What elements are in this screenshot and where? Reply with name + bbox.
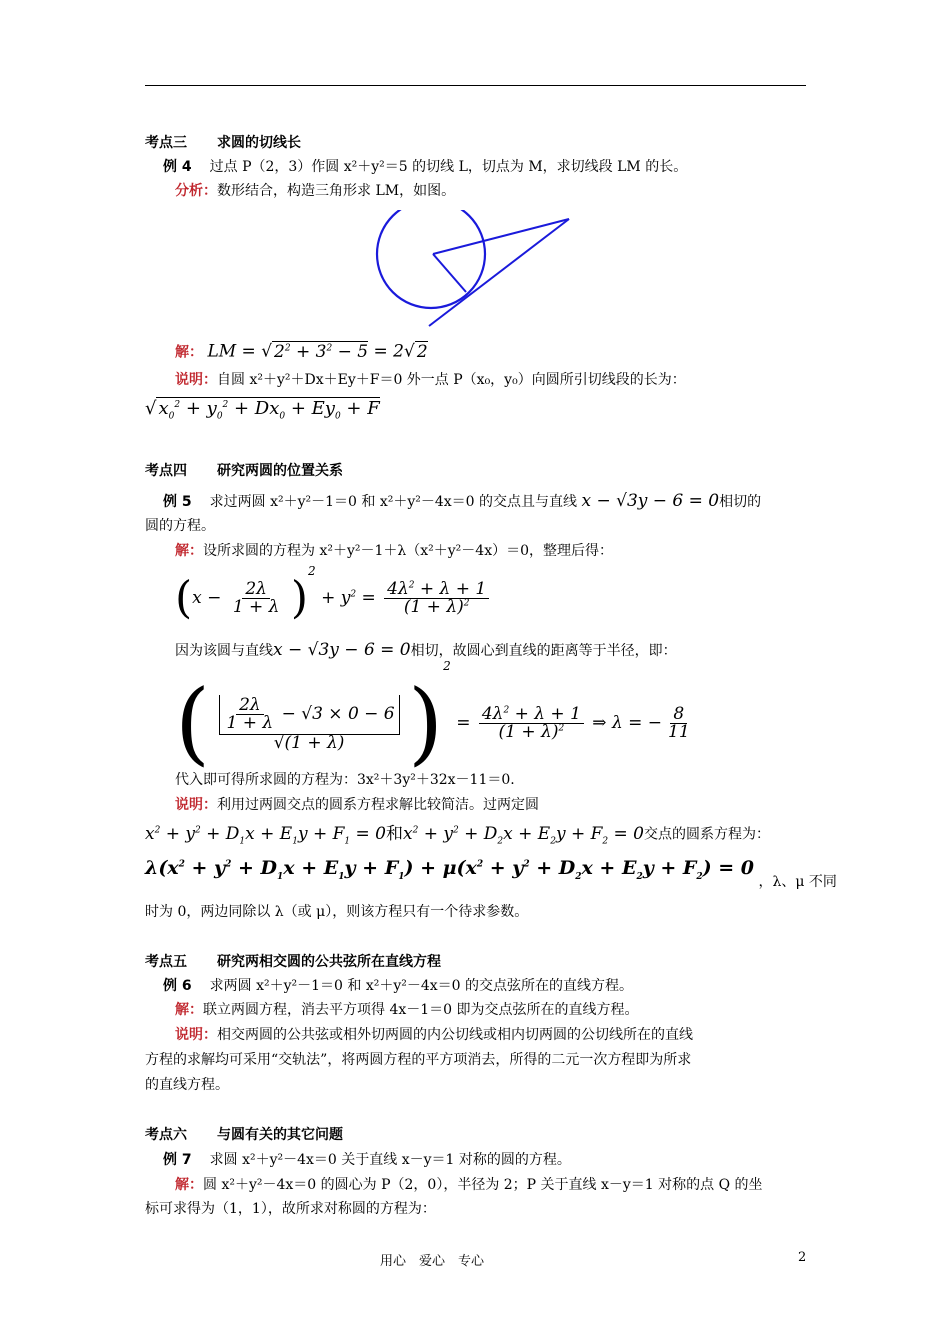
two-circles-equations: $x^2 + y^2 + D_1x + E_1y + F_1 = 0$和$x^2 + y^2 + D_2x + E_2y + F_2 = 0$交点的圆系方程为： bbox=[145, 823, 770, 847]
line-center-to-m bbox=[433, 254, 466, 292]
note-5-end: 时为 0，两边同除以 λ（或 μ），则该方程只有一个待求参数。 bbox=[145, 904, 529, 920]
solution-7-cont: 标可求得为（1，1），故所求对称圆的方程为： bbox=[145, 1201, 436, 1217]
note-5: 说明：利用过两圆交点的圆系方程求解比较简洁。过两定圆 bbox=[175, 797, 539, 813]
note-6-line-1: 说明：相交两圆的公共弦或相外切两圆的内公切线或相内切两圆的公切线所在的直线 bbox=[175, 1027, 693, 1043]
example-7: 例 7 求圆 x²＋y²－4x＝0 关于直线 x－y＝1 对称的圆的方程。 bbox=[163, 1152, 571, 1168]
example-5: 例 5 求过两圆 x²＋y²－1＝0 和 x²＋y²－4x＝0 的交点且与直线 x − √3y − 6 = 0相切的 bbox=[163, 491, 762, 511]
solution-7: 解：圆 x²＋y²－4x＝0 的圆心为 P（2，0），半径为 2；P 关于直线 x－y＝1 对称的点 Q 的坐 bbox=[175, 1177, 763, 1193]
example-6: 例 6 求两圆 x²＋y²－1＝0 和 x²＋y²－4x＝0 的交点弦所在的直线方程。 bbox=[163, 978, 634, 994]
header-rule bbox=[145, 85, 806, 86]
section-6-heading: 考点六 与圆有关的其它问题 bbox=[145, 1127, 343, 1143]
solution-4: 解： LM = √ $2^2 + 3^2 - 5 = 2√$ 2 bbox=[175, 341, 428, 362]
equation-2: ( $\frac{2\lambda}{1 + \lambda}$ − √3 × 0 − 6 √(1 + λ) )$^2$ = $\frac{4\lambda^2 + \lambda + 1}{(1 + \lambda)^2}$ ⇒ λ = − $\frac{8}{11}$ bbox=[175, 659, 690, 776]
result-5: 代入即可得所求圆的方程为：3x²＋3y²＋32x－11＝0. bbox=[175, 772, 515, 788]
section-3-heading: 考点三 求圆的切线长 bbox=[145, 135, 301, 151]
solution-5: 解：设所求圆的方程为 x²＋y²－1＋λ（x²＋y²－4x）＝0，整理后得： bbox=[175, 543, 613, 559]
circle-family-equation: $\lambda(x^2 + y^2 + D_1x + E_1y + F_1) + \mu(x^2 + y^2 + D_2x + E_2y + F_2) = 0$ ，λ、μ 不同 bbox=[145, 857, 837, 891]
tangent-figure bbox=[375, 210, 580, 335]
section-5-heading: 考点五 研究两相交圆的公共弦所在直线方程 bbox=[145, 954, 441, 970]
line-center-to-p bbox=[433, 219, 569, 254]
section-4-heading: 考点四 研究两圆的位置关系 bbox=[145, 463, 343, 479]
circle-shape bbox=[377, 210, 485, 308]
solution-6: 解：联立两圆方程，消去平方项得 4x－1＝0 即为交点弦所在的直线方程。 bbox=[175, 1002, 639, 1018]
note-6-line-2: 方程的求解均可采用“交轨法”，将两圆方程的平方项消去，所得的二元一次方程即为所求 bbox=[145, 1052, 692, 1068]
example-5-cont: 圆的方程。 bbox=[145, 518, 215, 534]
tangent-length-formula: √ $x_0^2 + y_0^2 + Dx_0 + Ey_0 + F$ bbox=[145, 398, 380, 422]
page-number: 2 bbox=[798, 1250, 807, 1265]
analysis-4: 分析：数形结合，构造三角形求 LM，如图。 bbox=[175, 183, 456, 199]
footer-slogan: 用心 爱心 专心 bbox=[380, 1254, 485, 1269]
distance-statement: 因为该圆与直线x − √3y − 6 = 0相切，故圆心到直线的距离等于半径，即： bbox=[175, 640, 677, 660]
example-4: 例 4 过点 P（2，3）作圆 x²＋y²＝5 的切线 L，切点为 M，求切线段 LM 的长。 bbox=[163, 159, 688, 175]
equation-1: (x − $\frac{2\lambda}{1 + \lambda}$ )$^2 + y^2$ = $\frac{4\lambda^2 + \lambda + 1}{(1 + \lambda)^2}$ bbox=[175, 565, 492, 621]
note-4: 说明：自圆 x²＋y²＋Dx＋Ey＋F＝0 外一点 P（x₀，y₀）向圆所引切线段的长为： bbox=[175, 372, 686, 388]
note-6-line-3: 的直线方程。 bbox=[145, 1077, 229, 1093]
